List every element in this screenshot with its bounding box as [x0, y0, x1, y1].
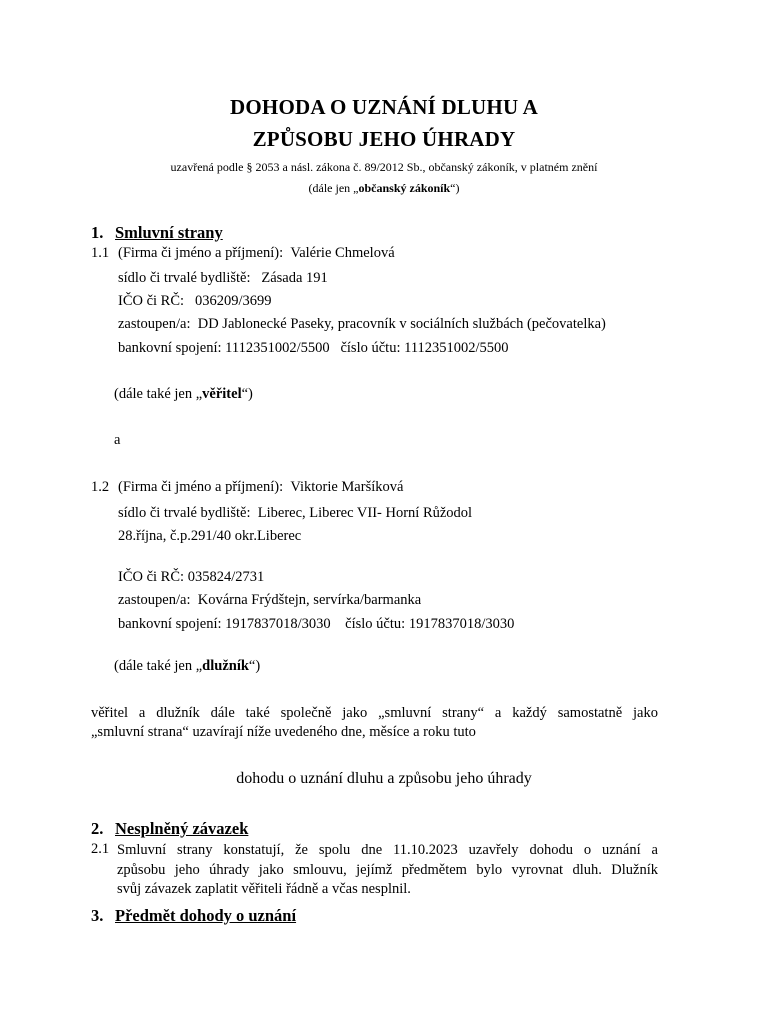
- party2-rep-label: zastoupen/a:: [118, 592, 191, 608]
- party1-bank-line: [118, 340, 509, 357]
- section2-item-line1: Smluvní strany konstatují, že spolu dne 11.10.2023 uzavřely dohodu o uznání a: [117, 842, 658, 858]
- section1-heading: [91, 223, 223, 243]
- party1-alias-post: “): [241, 386, 253, 402]
- party2-alias-pre: (dále také jen „: [114, 658, 203, 674]
- conjunction: a: [114, 432, 121, 448]
- party1-id-label: IČO či RČ:: [118, 293, 185, 309]
- party1-name-value: Valérie Chmelová: [290, 245, 395, 261]
- section2-item-number: 2.1: [91, 841, 110, 857]
- party1-rep-value: DD Jablonecké Paseky, pracovník v sociálních službách (pečovatelka): [197, 316, 606, 332]
- party2-name-line: [91, 479, 403, 496]
- party2-address-line: [118, 505, 472, 522]
- party1-id-value: 036209/3699: [194, 293, 272, 309]
- party1-account-label: číslo účtu:: [340, 340, 401, 356]
- party2-name-value: Viktorie Maršíková: [290, 479, 404, 495]
- party2-address-value: Liberec, Liberec VII- Horní Růžodol: [257, 505, 473, 521]
- section3-heading: [91, 906, 296, 926]
- party2-address-line2: 28.října, č.p.291/40 okr.Liberec: [118, 528, 302, 544]
- document-title-line1: DOHODA O UZNÁNÍ DLUHU A: [230, 95, 538, 119]
- party1-address-line: [118, 270, 328, 287]
- party2-alias-post: “): [248, 658, 261, 674]
- party2-alias-bold: dlužník: [202, 658, 249, 674]
- section1-number: 1.: [91, 223, 104, 242]
- party2-alias: [114, 658, 260, 675]
- party1-address-value: Zásada 191: [261, 270, 328, 286]
- subtitle-post: “): [450, 181, 460, 195]
- party2-account-value: 1917837018/3030: [408, 616, 515, 632]
- party1-number: 1.1: [91, 245, 110, 261]
- party2-number: 1.2: [91, 479, 110, 495]
- section2-heading: [91, 819, 248, 839]
- section2-item-line3: svůj závazek zaplatit věřiteli řádně a včas nesplnil.: [117, 881, 411, 897]
- section2-item-text: [117, 841, 658, 900]
- document-subtitle-line2: [0, 181, 768, 196]
- section3-number: 3.: [91, 906, 104, 925]
- subtitle-bold: občanský zákoník: [358, 181, 451, 195]
- document-subtitle-line1: uzavřená podle § 2053 a násl. zákona č. 89/2012 Sb., občanský zákoník, v platném znění: [170, 160, 598, 174]
- party1-id-line: [118, 293, 271, 310]
- party2-bank-line: [118, 616, 514, 633]
- party1-alias-bold: věřitel: [202, 386, 242, 402]
- party1-rep-line: [118, 316, 606, 333]
- party2-rep-value: Kovárna Frýdštejn, servírka/barmanka: [197, 592, 422, 608]
- joint-parties-line1: věřitel a dlužník dále také společně jako „smluvní strany“ a každý samostatně jako: [91, 705, 658, 721]
- party1-account-value: 1112351002/5500: [404, 340, 509, 356]
- document-title-line2: ZPŮSOBU JEHO ÚHRADY: [252, 127, 516, 151]
- party2-address-label: sídlo či trvalé bydliště:: [118, 505, 251, 521]
- party2-id-value: 035824/2731: [187, 569, 265, 585]
- party1-address-label: sídlo či trvalé bydliště:: [118, 270, 251, 286]
- party1-rep-label: zastoupen/a:: [118, 316, 191, 332]
- party2-bank-label: bankovní spojení:: [118, 616, 222, 632]
- party1-bank-label: bankovní spojení:: [118, 340, 222, 356]
- section2-title: Nesplněný závazek: [115, 819, 249, 838]
- subtitle-pre: (dále jen „: [308, 181, 359, 195]
- party1-bank-value: 1112351002/5500: [225, 340, 330, 356]
- section3-title: Předmět dohody o uznání: [115, 906, 297, 925]
- section1-title: Smluvní strany: [115, 223, 223, 242]
- joint-parties-line2: „smluvní strana“ uzavírají níže uvedeného dne, měsíce a roku tuto: [91, 724, 476, 740]
- section2-item-line2: způsobu jeho úhrady jako smlouvu, jejímž předmětem bylo vyrovnat dluh. Dlužník: [117, 861, 658, 878]
- party1-name-line: [91, 245, 395, 262]
- party2-bank-value: 1917837018/3030: [225, 616, 331, 632]
- party2-id-label: IČO či RČ:: [118, 569, 185, 585]
- agreement-title: dohodu o uznání dluhu a způsobu jeho úhrady: [236, 770, 532, 787]
- party2-account-label: číslo účtu:: [345, 616, 406, 632]
- party1-alias: [114, 386, 253, 403]
- party2-rep-line: [118, 592, 421, 609]
- party1-name-label: (Firma či jméno a příjmení):: [118, 245, 284, 261]
- party1-alias-pre: (dále také jen „: [114, 386, 203, 402]
- section2-number: 2.: [91, 819, 104, 838]
- party2-id-line: [118, 569, 264, 586]
- party2-name-label: (Firma či jméno a příjmení):: [118, 479, 284, 495]
